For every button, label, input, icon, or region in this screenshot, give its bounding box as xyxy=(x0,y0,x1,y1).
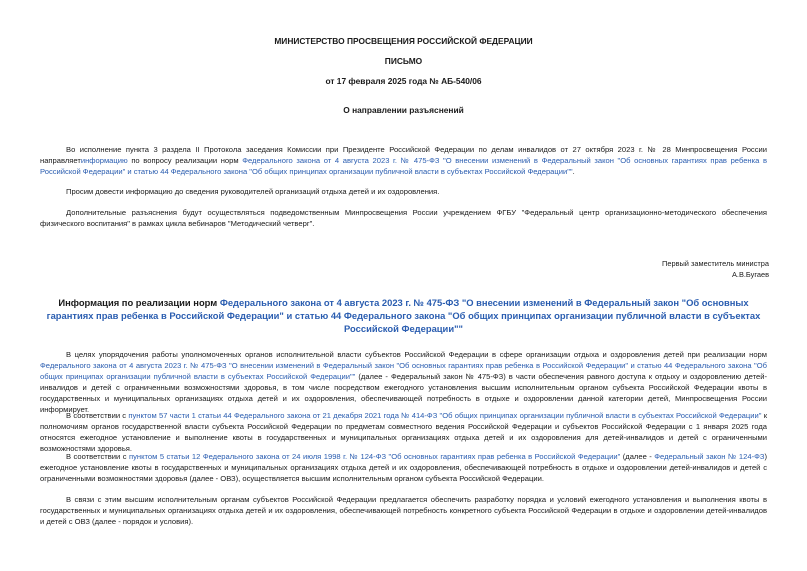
date-number-heading: от 17 февраля 2025 года № АБ-540/06 xyxy=(325,76,482,86)
info-title xyxy=(40,296,767,335)
info-p1-text-b: (далее - Федеральный закон № 475-ФЗ) в части обеспечения равного доступа к отдыху и оздоровлению детей-инвалидов и детей с ограниченными возможностями здоровья, в том числе посредством ежегодного установления высшим исполнительным органом субъекта Российской Федерации квоты в государственных и муниципальных организациях отдыха детей и их оздоровления, обеспечивающей потребность в отдыхе и оздоровлении данной категории детей, Минпросвещения России информирует. xyxy=(40,372,767,414)
info-p1-law-link[interactable]: Федерального закона от 4 августа 2023 г. № 475-ФЗ "О внесении изменений в Федеральный закон "Об основных гарантиях прав ребенка в Российской Федерации" и статью 44 Федерального закона "Об общих принципах организации публичной власти в субъектах Российской Федерации"" xyxy=(40,361,767,381)
letter-p1-text-b: по вопросу реализации норм xyxy=(127,156,243,165)
info-p3-law-124-short-link[interactable]: Федеральный закон № 124-ФЗ xyxy=(654,452,765,461)
info-p3-text-b: (далее - xyxy=(620,452,655,461)
signature-position: Первый заместитель министра xyxy=(662,259,769,268)
info-title-law-link[interactable]: Федерального закона от 4 августа 2023 г. № 475-ФЗ "О внесении изменений в Федеральный закон "Об основных гарантиях прав ребенка в Российской Федерации" и статью 44 Федерального закона "Об общих принципах организации публичной власти в субъектах Российской Федерации"" xyxy=(46,297,761,334)
info-p2-text-a: В соответствии с xyxy=(66,411,129,420)
info-p3-text-a: В соответствии с xyxy=(66,452,130,461)
info-paragraph-4: В связи с этим высшим исполнительным органам субъектов Российской Федерации предлагается обеспечить разработку порядка и условий ежегодного установления и выполнения квоты в государственных и муниципальных организациях отдыха детей и их оздоровления, обеспечивающей потребность конкретного субъекта Российской Федерации в отдыхе и оздоровлении детей-инвалидов и детей с ОВЗ (далее - порядок и условия). xyxy=(40,495,767,526)
letter-paragraph-2: Просим довести информацию до сведения руководителей организаций отдыха детей и их оздоровления. xyxy=(66,187,440,196)
info-paragraph-1 xyxy=(40,349,767,415)
signature-block xyxy=(662,258,769,280)
info-p3-law-124-link[interactable]: пунктом 5 статьи 12 Федерального закона от 24 июля 1998 г. № 124-ФЗ "Об основных гарантиях прав ребенка в Российской Федерации" xyxy=(129,452,621,461)
info-p2-law-414-link[interactable]: пунктом 57 части 1 статьи 44 Федерального закона от 21 декабря 2021 года № 414-ФЗ "Об общих принципах организации публичной власти в субъектах Российской Федерации" xyxy=(128,411,762,420)
info-p2-text-b: к полномочиям органов государственной власти субъекта Российской Федерации по предметам совместного ведения Российской Федерации и субъектов Российской Федерации с 1 января 2025 года относятся ежегодное установление и выполнение квоты в государственных и муниципальных организациях отдыха детей и их оздоровления для детей-инвалидов и детей с ограниченными возможностями здоровья. xyxy=(40,411,768,453)
ministry-heading: МИНИСТЕРСТВО ПРОСВЕЩЕНИЯ РОССИЙСКОЙ ФЕДЕРАЦИИ xyxy=(274,36,533,46)
letter-paragraph-3: Дополнительные разъяснения будут осуществляться подведомственным Минпросвещения России учреждением ФГБУ "Федеральный центр организационно-методического обеспечения физического воспитания" в рамках цикла вебинаров "Методический четверг". xyxy=(40,208,767,228)
info-paragraph-2 xyxy=(40,410,767,454)
letter-p1-text-c: . xyxy=(572,167,575,176)
letter-paragraph-1 xyxy=(40,144,767,177)
info-p3-text-c: ) ежегодное установление квоты в государственных и муниципальных организациях отдыха детей и их оздоровления, обеспечивающей потребность в отдыхе и оздоровлении детей-инвалидов и детей с ограниченными возможностями здоровья (далее - ОВЗ), осуществляется высшим исполнительным органом субъекта Российской Федерации. xyxy=(40,452,768,483)
info-p1-text-a: В целях упорядочения работы уполномоченных органов исполнительной власти субъектов Российской Федерации в сфере организации отдыха и оздоровления детей при реализации норм xyxy=(66,350,767,359)
information-link[interactable]: информацию xyxy=(80,156,128,165)
federal-law-475-link[interactable]: Федерального закона от 4 августа 2023 г. № 475-ФЗ "О внесении изменений в Федеральный закон "Об основных гарантиях прав ребенка в Российской Федерации" и статью 44 Федерального закона "Об общих принципах организации публичной власти в субъектах Российской Федерации"" xyxy=(40,156,767,176)
doc-type-heading: ПИСЬМО xyxy=(384,56,423,66)
signature-name: А.В.Бугаев xyxy=(731,270,769,279)
subject-heading: О направлении разъяснений xyxy=(343,105,464,115)
info-paragraph-3 xyxy=(40,451,767,484)
letter-p1-text-a: Во исполнение пункта 3 раздела II Протокола заседания Комиссии при Президенте Российской Федерации по делам инвалидов от 27 октября 2023 г. № 28 Минпросвещения России направляет xyxy=(40,145,767,165)
info-title-text: Информация по реализации норм xyxy=(58,297,220,308)
